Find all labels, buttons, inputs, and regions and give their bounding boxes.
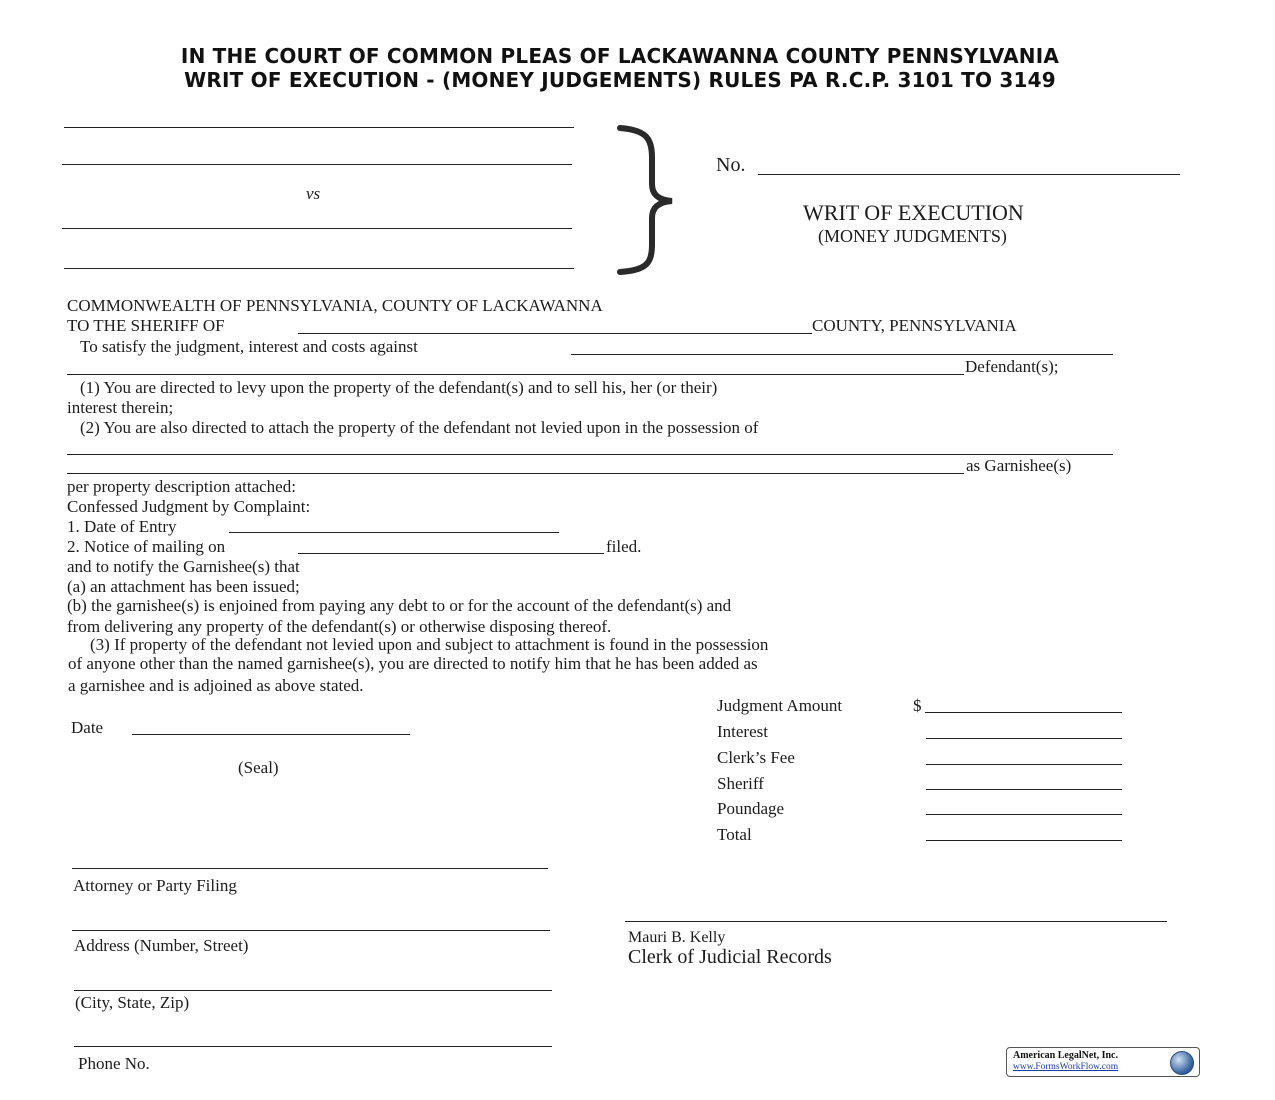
paragraph-2: (2) You are also directed to attach the property of the defendant not levied upon in the possession of: [80, 418, 759, 437]
stamp-url[interactable]: www.FormsWorkFlow.com: [1013, 1062, 1119, 1072]
attorney-signature-line[interactable]: [72, 868, 548, 869]
city-line[interactable]: [74, 990, 552, 991]
poundage-field[interactable]: [926, 814, 1122, 815]
notice-mailing-field[interactable]: [298, 553, 604, 554]
paragraph-3c: a garnishee and is adjoined as above stated.: [68, 676, 364, 695]
judgment-amount-field[interactable]: [925, 712, 1122, 713]
notice-mailing-label: 2. Notice of mailing on: [67, 537, 226, 556]
garnishee-field-1[interactable]: [67, 454, 1113, 455]
paragraph-1a: (1) You are directed to levy upon the property of the defendant(s) and to sell his, her (or their): [80, 378, 718, 397]
address-label: Address (Number, Street): [74, 936, 249, 955]
per-property-label: per property description attached:: [67, 477, 296, 496]
clerk-signature-line[interactable]: [625, 921, 1167, 922]
paragraph-3b: of anyone other than the named garnishee(s), you are directed to notify him that he has been added as: [68, 654, 758, 673]
item-a: (a) an attachment has been issued;: [67, 577, 300, 596]
american-legalnet-stamp[interactable]: [1006, 1047, 1200, 1077]
attorney-label: Attorney or Party Filing: [73, 876, 237, 895]
date-of-entry-field[interactable]: [229, 532, 559, 533]
garnishee-field-2[interactable]: [67, 473, 964, 474]
city-label: (City, State, Zip): [75, 993, 190, 1012]
to-sheriff-label: TO THE SHERIFF OF: [67, 316, 225, 335]
date-of-entry-label: 1. Date of Entry: [67, 517, 177, 536]
notify-garnishee-label: and to notify the Garnishee(s) that: [67, 557, 300, 576]
judgment-amount-label: Judgment Amount: [717, 696, 843, 715]
paragraph-3a: (3) If property of the defendant not levied upon and subject to attachment is found in the possession: [90, 635, 769, 654]
court-heading: IN THE COURT OF COMMON PLEAS OF LACKAWANNA COUNTY PENNSYLVANIA: [180, 44, 1060, 68]
date-label: Date: [71, 718, 104, 737]
case-number-label: No.: [716, 154, 746, 176]
interest-label: Interest: [717, 722, 768, 741]
item-b-line-1: (b) the garnishee(s) is enjoined from paying any debt to or for the account of the defendant(s) and: [67, 596, 732, 615]
filed-label: filed.: [606, 537, 642, 556]
clerks-fee-field[interactable]: [926, 764, 1122, 765]
phone-line[interactable]: [74, 1046, 552, 1047]
date-field[interactable]: [132, 734, 410, 735]
defendant-line-2[interactable]: [64, 268, 574, 269]
poundage-label: Poundage: [717, 799, 785, 818]
clerks-fee-label: Clerk’s Fee: [717, 748, 795, 767]
writ-subtitle: (MONEY JUDGMENTS): [818, 226, 1007, 246]
writ-title: WRIT OF EXECUTION: [803, 200, 1024, 225]
stamp-company: American LegalNet, Inc.: [1013, 1050, 1118, 1061]
garnishee-label: as Garnishee(s): [966, 456, 1072, 475]
satisfy-judgment-label: To satisfy the judgment, interest and costs against: [80, 337, 418, 356]
globe-icon: [1170, 1051, 1194, 1075]
plaintiff-line-2[interactable]: [62, 164, 572, 165]
total-label: Total: [717, 825, 752, 844]
county-pa-label: COUNTY, PENNSYLVANIA: [812, 316, 1017, 335]
confessed-judgment-label: Confessed Judgment by Complaint:: [67, 497, 311, 516]
sheriff-county-field[interactable]: [298, 333, 812, 334]
sheriff-fee-label: Sheriff: [717, 774, 764, 793]
clerk-title: Clerk of Judicial Records: [628, 946, 832, 968]
case-number-field[interactable]: [758, 174, 1180, 175]
paragraph-1b: interest therein;: [67, 398, 174, 417]
dollar-sign: $: [913, 696, 922, 715]
phone-label: Phone No.: [78, 1054, 150, 1073]
item-b-line-2: from delivering any property of the defendant(s) or otherwise disposing thereof.: [67, 617, 612, 636]
caption-brace-icon: [612, 124, 678, 276]
defendant-name-field-1[interactable]: [571, 354, 1113, 355]
total-field[interactable]: [926, 840, 1122, 841]
seal-label: (Seal): [238, 758, 279, 777]
interest-field[interactable]: [926, 738, 1122, 739]
defendant-line-1[interactable]: [62, 228, 572, 229]
form-heading: WRIT OF EXECUTION - (MONEY JUDGEMENTS) RULES PA R.C.P. 3101 TO 3149: [184, 68, 1056, 92]
clerk-name: Mauri B. Kelly: [628, 929, 726, 946]
versus-label: vs: [306, 184, 321, 203]
commonwealth-line: COMMONWEALTH OF PENNSYLVANIA, COUNTY OF LACKAWANNA: [67, 296, 603, 315]
defendants-label: Defendant(s);: [965, 357, 1059, 376]
sheriff-fee-field[interactable]: [926, 789, 1122, 790]
plaintiff-line-1[interactable]: [64, 127, 574, 128]
defendant-name-field-2[interactable]: [67, 374, 964, 375]
address-line[interactable]: [72, 930, 550, 931]
